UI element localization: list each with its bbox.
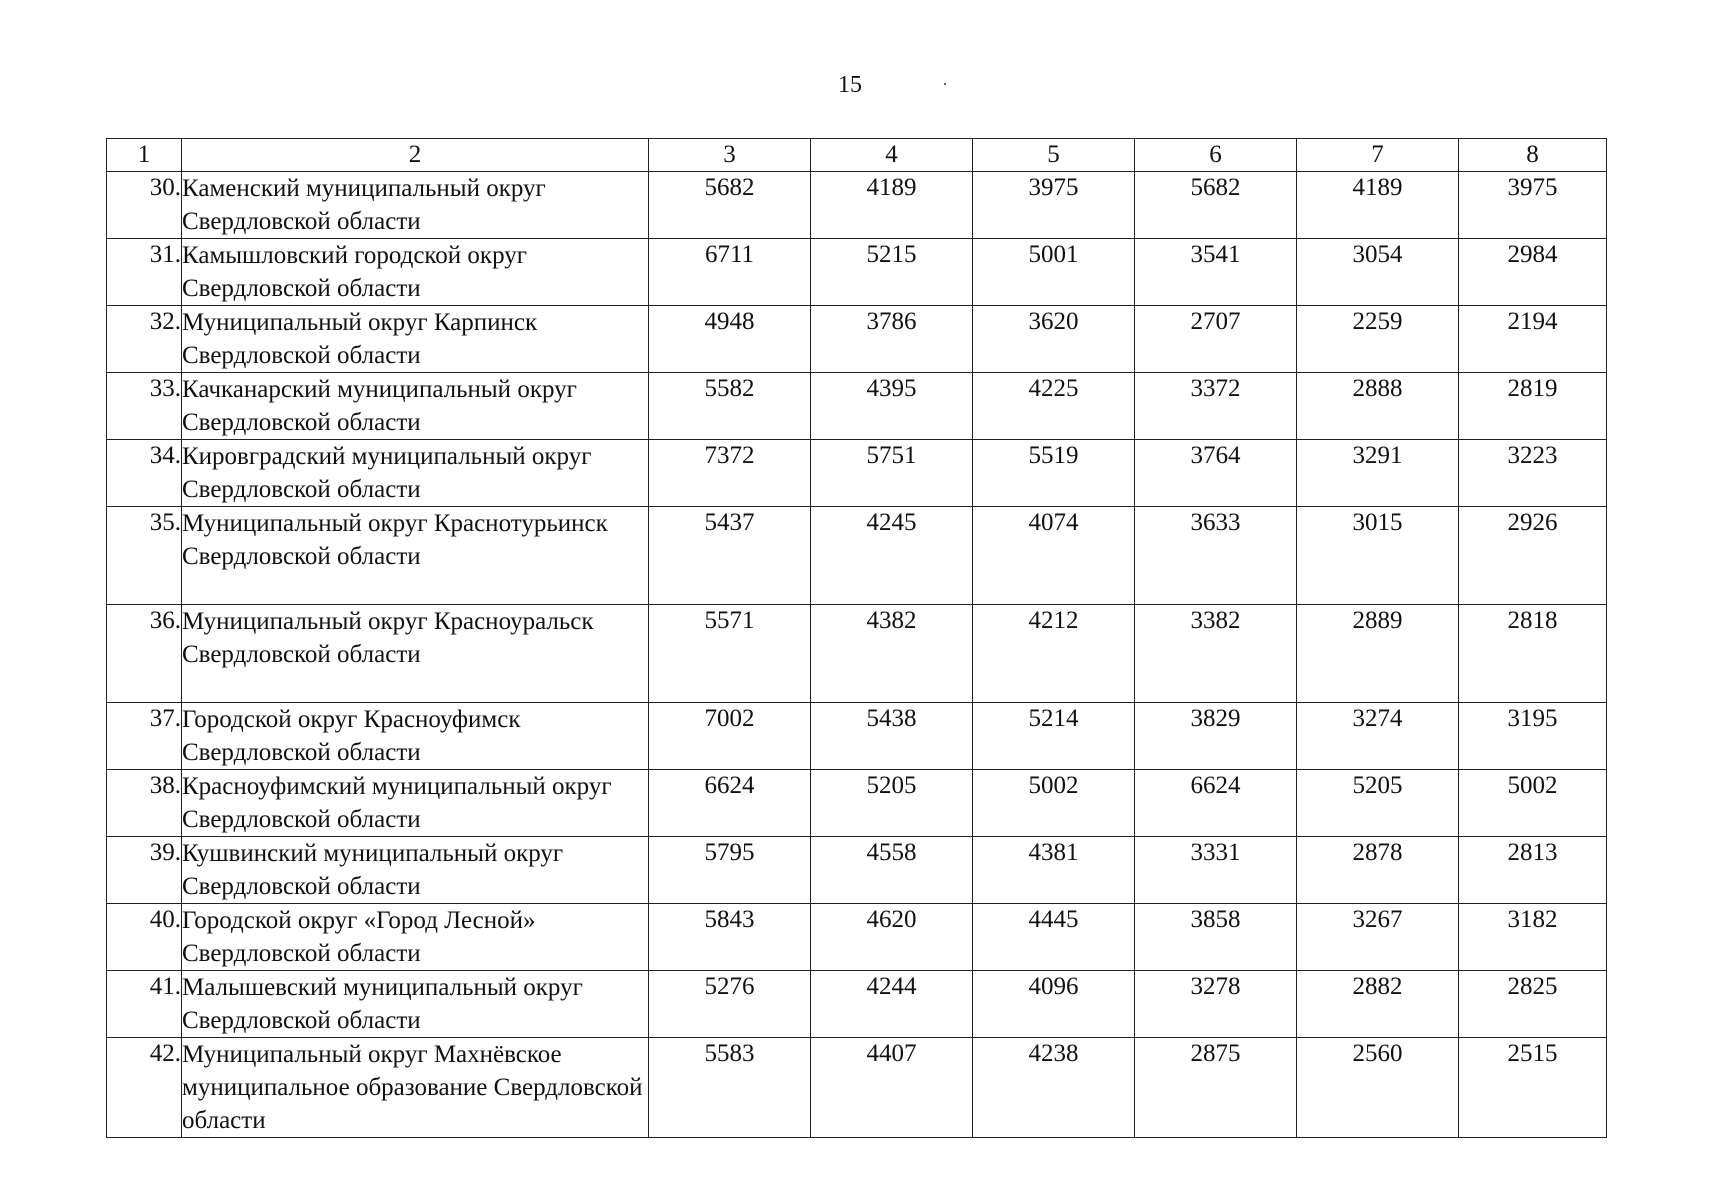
municipality-name: Муниципальный округ Махнёвское муниципальное образование Свердловской области — [182, 1038, 649, 1138]
value-cell: 2194 — [1459, 306, 1607, 373]
municipality-name: Муниципальный округ Карпинск Свердловской области — [182, 306, 649, 373]
column-header: 6 — [1135, 139, 1297, 172]
page-number: 15 — [838, 72, 862, 98]
table-row — [107, 507, 1607, 605]
value-cell: 3291 — [1297, 440, 1459, 507]
value-cell: 2875 — [1135, 1038, 1297, 1138]
value-cell: 3541 — [1135, 239, 1297, 306]
value-cell: 4381 — [973, 837, 1135, 904]
row-number: 34. — [107, 440, 182, 507]
value-cell: 5682 — [1135, 172, 1297, 239]
value-cell: 4096 — [973, 971, 1135, 1038]
table-row — [107, 239, 1607, 306]
value-cell: 3829 — [1135, 703, 1297, 770]
value-cell: 5002 — [973, 770, 1135, 837]
table-row — [107, 373, 1607, 440]
value-cell: 3223 — [1459, 440, 1607, 507]
municipality-name: Каменский муниципальный округ Свердловской области — [182, 172, 649, 239]
value-cell: 2926 — [1459, 507, 1607, 605]
value-cell: 4558 — [811, 837, 973, 904]
value-cell: 3372 — [1135, 373, 1297, 440]
column-header: 4 — [811, 139, 973, 172]
value-cell: 4620 — [811, 904, 973, 971]
value-cell: 3633 — [1135, 507, 1297, 605]
municipality-name: Малышевский муниципальный округ Свердловской области — [182, 971, 649, 1038]
value-cell: 6624 — [649, 770, 811, 837]
value-cell: 2515 — [1459, 1038, 1607, 1138]
value-cell: 2813 — [1459, 837, 1607, 904]
value-cell: 5682 — [649, 172, 811, 239]
municipality-name: Качканарский муниципальный округ Свердловской области — [182, 373, 649, 440]
value-cell: 3274 — [1297, 703, 1459, 770]
table-row — [107, 306, 1607, 373]
table-row — [107, 971, 1607, 1038]
value-cell: 5571 — [649, 605, 811, 703]
table-row — [107, 770, 1607, 837]
column-header: 5 — [973, 139, 1135, 172]
value-cell: 2818 — [1459, 605, 1607, 703]
municipality-name: Кушвинский муниципальный округ Свердловской области — [182, 837, 649, 904]
value-cell: 4395 — [811, 373, 973, 440]
value-cell: 6711 — [649, 239, 811, 306]
value-cell: 4407 — [811, 1038, 973, 1138]
value-cell: 3331 — [1135, 837, 1297, 904]
row-number: 40. — [107, 904, 182, 971]
value-cell: 2707 — [1135, 306, 1297, 373]
value-cell: 3858 — [1135, 904, 1297, 971]
value-cell: 3620 — [973, 306, 1135, 373]
value-cell: 4245 — [811, 507, 973, 605]
row-number: 41. — [107, 971, 182, 1038]
column-header: 2 — [182, 139, 649, 172]
row-number: 35. — [107, 507, 182, 605]
scan-speck — [944, 83, 946, 85]
column-header: 1 — [107, 139, 182, 172]
municipality-name: Красноуфимский муниципальный округ Свердловской области — [182, 770, 649, 837]
value-cell: 3054 — [1297, 239, 1459, 306]
value-cell: 5583 — [649, 1038, 811, 1138]
municipality-name: Камышловский городской округ Свердловской области — [182, 239, 649, 306]
data-table — [106, 138, 1607, 1138]
value-cell: 5437 — [649, 507, 811, 605]
municipality-name: Кировградский муниципальный округ Свердловской области — [182, 440, 649, 507]
row-number: 31. — [107, 239, 182, 306]
value-cell: 2882 — [1297, 971, 1459, 1038]
value-cell: 5205 — [1297, 770, 1459, 837]
row-number: 32. — [107, 306, 182, 373]
table-row — [107, 1038, 1607, 1138]
value-cell: 2560 — [1297, 1038, 1459, 1138]
municipality-name: Муниципальный округ Красноуральск Свердловской области — [182, 605, 649, 703]
value-cell: 2888 — [1297, 373, 1459, 440]
table-row — [107, 703, 1607, 770]
value-cell: 5519 — [973, 440, 1135, 507]
municipality-name: Городской округ «Город Лесной» Свердловской области — [182, 904, 649, 971]
value-cell: 4212 — [973, 605, 1135, 703]
value-cell: 3764 — [1135, 440, 1297, 507]
value-cell: 5205 — [811, 770, 973, 837]
value-cell: 3278 — [1135, 971, 1297, 1038]
table-row — [107, 172, 1607, 239]
value-cell: 4189 — [1297, 172, 1459, 239]
value-cell: 5438 — [811, 703, 973, 770]
value-cell: 5001 — [973, 239, 1135, 306]
table-row — [107, 904, 1607, 971]
value-cell: 5276 — [649, 971, 811, 1038]
value-cell: 4225 — [973, 373, 1135, 440]
value-cell: 3975 — [973, 172, 1135, 239]
value-cell: 4189 — [811, 172, 973, 239]
value-cell: 2825 — [1459, 971, 1607, 1038]
value-cell: 5582 — [649, 373, 811, 440]
value-cell: 2259 — [1297, 306, 1459, 373]
value-cell: 4238 — [973, 1038, 1135, 1138]
value-cell: 5843 — [649, 904, 811, 971]
row-number: 42. — [107, 1038, 182, 1138]
value-cell: 4382 — [811, 605, 973, 703]
value-cell: 5002 — [1459, 770, 1607, 837]
table-row — [107, 440, 1607, 507]
value-cell: 3195 — [1459, 703, 1607, 770]
value-cell: 3267 — [1297, 904, 1459, 971]
column-header: 7 — [1297, 139, 1459, 172]
value-cell: 5795 — [649, 837, 811, 904]
municipality-name: Городской округ Красноуфимск Свердловской области — [182, 703, 649, 770]
value-cell: 3975 — [1459, 172, 1607, 239]
table-row — [107, 605, 1607, 703]
value-cell: 5215 — [811, 239, 973, 306]
value-cell: 4074 — [973, 507, 1135, 605]
row-number: 30. — [107, 172, 182, 239]
value-cell: 2878 — [1297, 837, 1459, 904]
value-cell: 6624 — [1135, 770, 1297, 837]
column-header: 3 — [649, 139, 811, 172]
value-cell: 2819 — [1459, 373, 1607, 440]
value-cell: 3382 — [1135, 605, 1297, 703]
table-row — [107, 837, 1607, 904]
value-cell: 3786 — [811, 306, 973, 373]
value-cell: 5751 — [811, 440, 973, 507]
value-cell: 7002 — [649, 703, 811, 770]
value-cell: 5214 — [973, 703, 1135, 770]
value-cell: 2984 — [1459, 239, 1607, 306]
column-header: 8 — [1459, 139, 1607, 172]
value-cell: 4244 — [811, 971, 973, 1038]
row-number: 38. — [107, 770, 182, 837]
row-number: 39. — [107, 837, 182, 904]
header-row — [107, 139, 1607, 172]
value-cell: 2889 — [1297, 605, 1459, 703]
value-cell: 4948 — [649, 306, 811, 373]
value-cell: 3015 — [1297, 507, 1459, 605]
row-number: 37. — [107, 703, 182, 770]
municipality-name: Муниципальный округ Краснотурьинск Свердловской области — [182, 507, 649, 605]
value-cell: 4445 — [973, 904, 1135, 971]
value-cell: 3182 — [1459, 904, 1607, 971]
row-number: 33. — [107, 373, 182, 440]
row-number: 36. — [107, 605, 182, 703]
value-cell: 7372 — [649, 440, 811, 507]
